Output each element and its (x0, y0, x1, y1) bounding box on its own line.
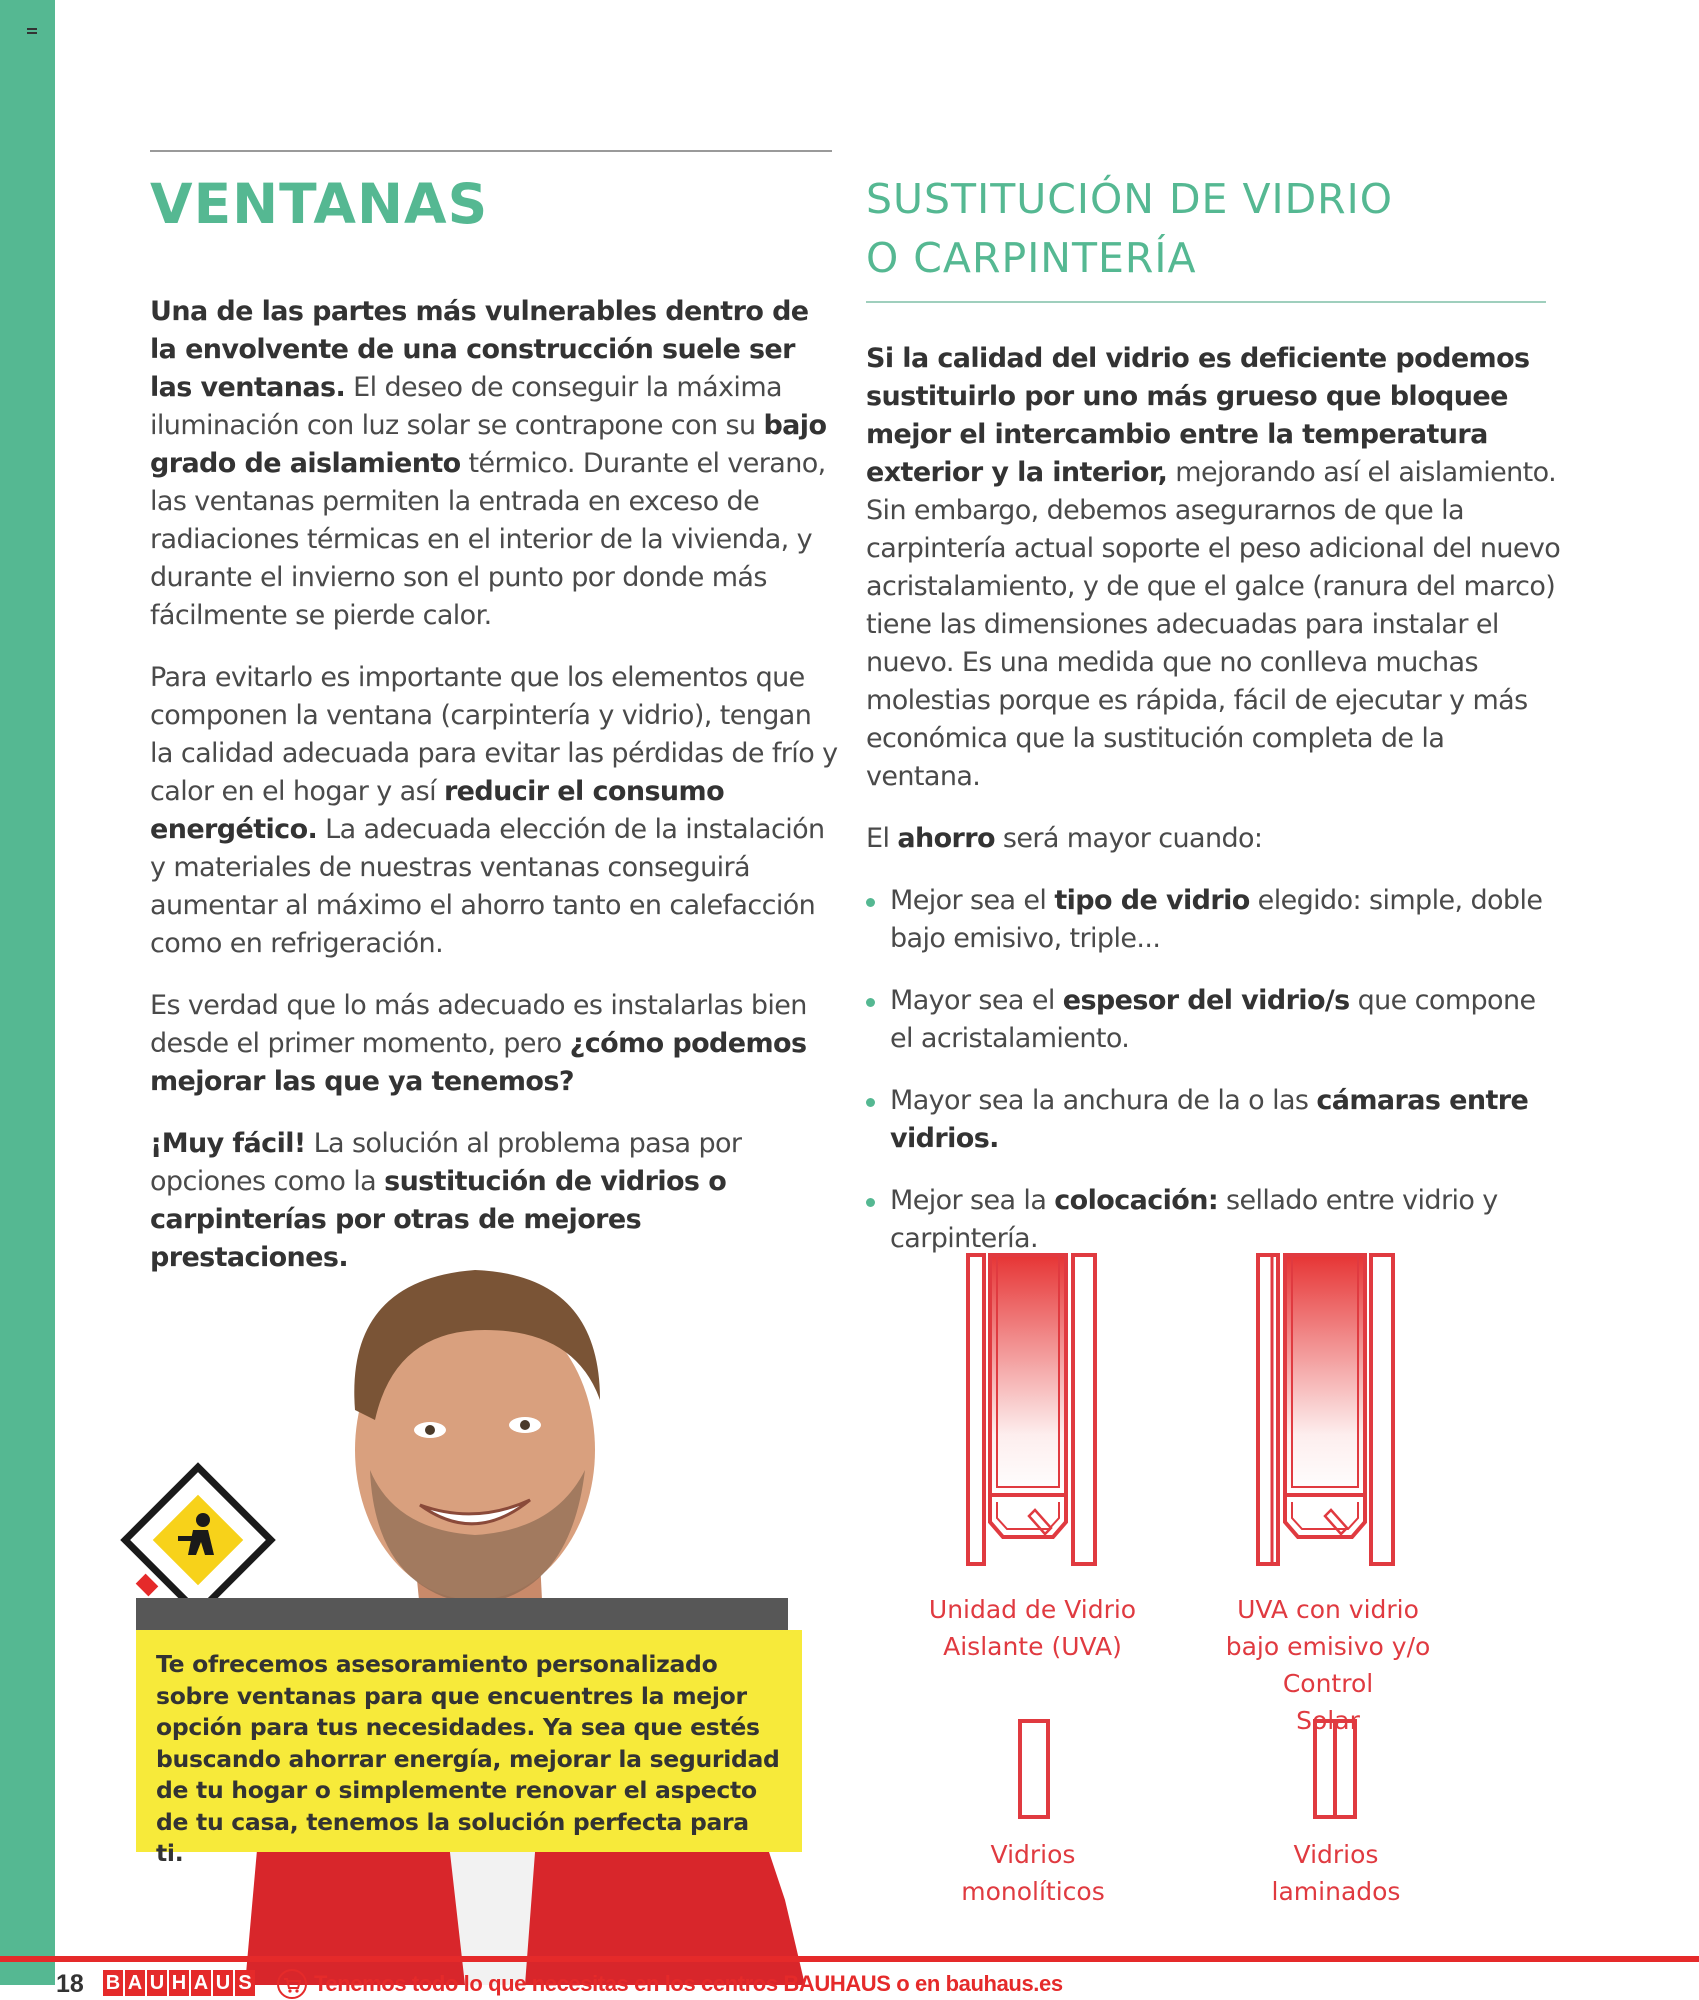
cart-icon (277, 1969, 307, 1999)
paragraph-solution: ¡Muy fácil! La solución al problema pasa por opciones como la sustitución de vidrios o carpinterías por otras de mejores prestaciones. (150, 1128, 742, 1273)
list-item: Mejor sea el tipo de vidrio elegido: simple, doble bajo emisivo, triple... (866, 882, 1566, 958)
subtitle-rule (866, 301, 1546, 303)
uva-low-e-label: UVA con vidrio bajo emisivo y/o Control Solar (1225, 1595, 1431, 1735)
laminated-glass-diagram (1312, 1718, 1358, 1820)
list-item: Mejor sea la colocación: sellado entre vidrio y carpintería. (866, 1182, 1566, 1258)
side-color-stripe (0, 0, 55, 1985)
info-box-header-bar (136, 1598, 788, 1630)
bullet-icon (866, 898, 875, 907)
subtitle-line-2: O CARPINTERÍA (866, 234, 1197, 282)
paragraph-glass-quality: Si la calidad del vidrio es deficiente podemos sustituirlo por uno más grueso que bloquee mejor el intercambio entre la temperatura exterior y la interior, mejorando así el aislamiento. Sin embargo, debemos asegurarnos de que la carpintería actual soporte el peso adicional del nuevo acristalamiento, y de que el galce (ranura del marco) tiene las dimensiones adecuadas para instalar el nuevo. Es una medida que no conlleva muchas molestias porque es rápida, fácil de ejecutar y más económica que la sustitución completa de la ventana. (866, 343, 1561, 792)
laminated-label: Vidrios laminados (1271, 1840, 1401, 1906)
monolithic-glass-diagram (1017, 1718, 1051, 1820)
paragraph-avoid: Para evitarlo es importante que los elementos que componen la ventana (carpintería y vidrio), tengan la calidad adecuada para evitar las pérdidas de frío y calor en el hogar y así reducir el consumo energético. La adecuada elección de la instalación y materiales de nuestras ventanas conseguirá aumentar al máximo el ahorro tanto en calefacción como en refrigeración. (150, 662, 838, 959)
top-rule-left (150, 150, 832, 152)
paragraph-intro: Una de las partes más vulnerables dentro de la envolvente de una construcción suele ser las ventanas. El deseo de conseguir la máxima iluminación con luz solar se contrapone con su bajo grado de aislamiento térmico. Durante el verano, las ventanas permiten la entrada en exceso de radiaciones térmicas en el interior de la vivienda, y durante el invierno son el punto por donde más fácilmente se pierde calor. (150, 296, 827, 631)
footer-slogan: Tenemos todo lo que necesitas en los centros BAUHAUS o en bauhaus.es (314, 1971, 1063, 1996)
paragraph-question: Es verdad que lo más adecuado es instalarlas bien desde el primer momento, pero ¿cómo podemos mejorar las que ya tenemos? (150, 990, 807, 1097)
monolithic-label: Vidrios monolíticos (961, 1840, 1105, 1906)
footer-rule (0, 1956, 1699, 1962)
subtitle-line-1: SUSTITUCIÓN DE VIDRIO (866, 175, 1394, 223)
page-title: VENTANAS (150, 172, 489, 236)
section-subtitle (866, 170, 1393, 288)
list-item: Mayor sea el espesor del vidrio/s que compone el acristalamiento. (866, 982, 1566, 1058)
bullet-icon (866, 998, 875, 1007)
advisor-photo (225, 1200, 825, 1985)
savings-list (866, 882, 1566, 1258)
page-number: 18 (56, 1970, 84, 1998)
list-item: Mayor sea la anchura de la o las cámaras entre vidrios. (866, 1082, 1566, 1158)
bauhaus-logo: B A U H A U S (103, 1970, 255, 1996)
menu-mark-icon (27, 28, 37, 34)
bullet-icon (866, 1198, 875, 1207)
uva-low-e-diagram (1255, 1252, 1400, 1567)
uva-diagram (965, 1252, 1100, 1567)
bullet-icon (866, 1098, 875, 1107)
right-column (866, 340, 1566, 1282)
advice-info-box: Te ofrecemos asesoramiento personalizado sobre ventanas para que encuentres la mejor opción para tus necesidades. Ya sea que estés buscando ahorrar energía, mejorar la seguridad de tu hogar o simplemente renovar el aspecto de tu casa, tenemos la solución perfecta para ti. (136, 1630, 802, 1852)
left-column (150, 293, 840, 1301)
paragraph-savings: El ahorro será mayor cuando: (866, 823, 1263, 854)
uva-label: Unidad de Vidrio Aislante (UVA) (928, 1595, 1137, 1661)
